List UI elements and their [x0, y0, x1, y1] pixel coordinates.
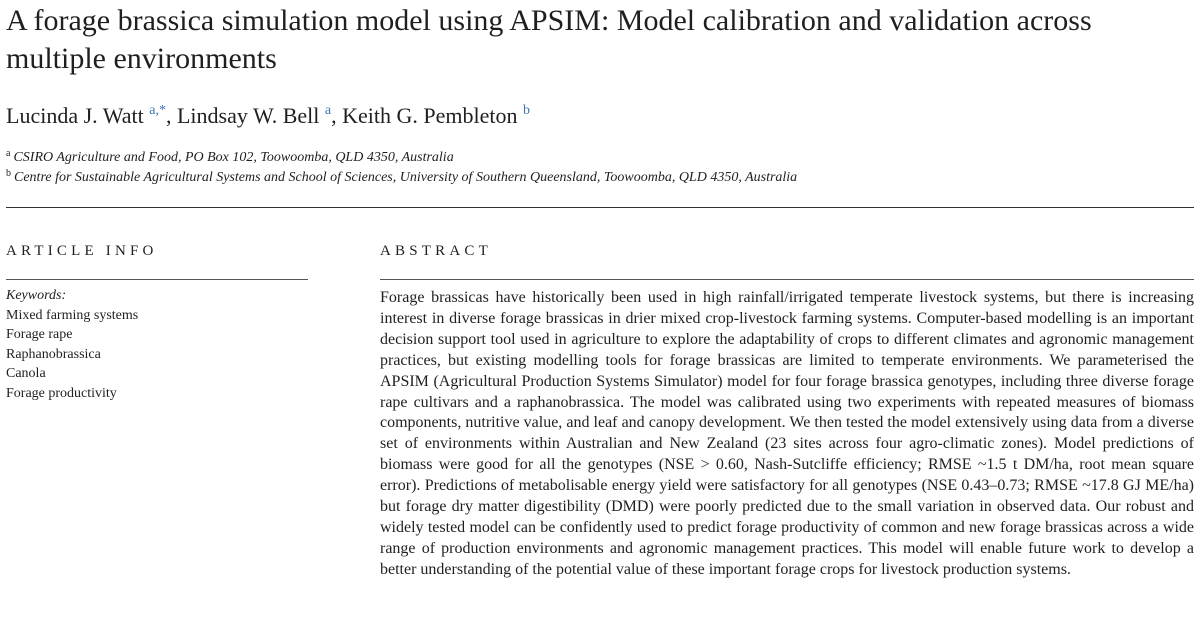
keyword-item: Forage rape [6, 327, 73, 343]
header-divider [6, 207, 1194, 208]
affiliation-mark[interactable]: a,* [149, 103, 166, 118]
keyword-item: Forage productivity [6, 385, 117, 401]
affiliation-b-text: Centre for Sustainable Agricultural Systems and School of Sciences, University of Southern Queensland, Toowoomba, QLD 4350, Australia [14, 170, 798, 185]
keyword-item: Raphanobrassica [6, 346, 101, 362]
affiliation-a [6, 149, 454, 167]
keyword-item: Mixed farming systems [6, 307, 139, 323]
article-info-divider [6, 279, 308, 280]
affiliation-b [6, 169, 797, 187]
keyword-item: Canola [6, 366, 46, 382]
author-name[interactable]: Lindsay W. Bell [176, 103, 320, 128]
author-name[interactable]: Keith G. Pembleton [342, 103, 518, 128]
affiliation-mark[interactable]: a [324, 103, 332, 118]
keywords-panel [6, 286, 306, 404]
affiliation-a-mark: a [6, 148, 11, 159]
keywords-label: Keywords: [6, 288, 67, 303]
article-info-heading: ARTICLE INFO [6, 243, 158, 259]
author-list: Lucinda J. Watt $^{a,*}$, Lindsay W. Bell $^a$, Keith G. Pembleton $^b$ [6, 103, 530, 128]
author-name[interactable]: Lucinda J. Watt [6, 103, 144, 128]
affiliation-mark[interactable]: b [522, 103, 530, 118]
paper-title: A forage brassica simulation model using APSIM: Model calibration and validation across multiple environments [6, 4, 1092, 75]
abstract-text: Forage brassicas have historically been used in high rainfall/irrigated temperate livestock systems, but there is increasing interest in diverse forage brassicas in drier mixed crop-livestock farming systems. Computer-based modelling is an important decision support tool used in agriculture to explore the adaptability of crops to different climates and agronomic management practices, but existing modelling tools for forage brassicas are limited to temperate environments. We parameterised the APSIM (Agricultural Production Systems Simulator) model for four forage brassica genotypes, including three diverse forage rape cultivars and a raphanobrassica. The model was calibrated using two experiments with repeated measures of biomass components, nutritive value, and leaf and canopy development. We then tested the model extensively using data from a diverse set of environments within Australian and New Zealand (23 sites across four agro-climatic zones). Model predictions of biomass were good for all the genotypes (NSE > 0.60, Nash-Sutcliffe efficiency; RMSE ~1.5 t DM/ha, root mean square error). Predictions of metabolisable energy yield were satisfactory for all genotypes (NSE 0.43–0.73; RMSE ~17.8 GJ ME/ha) but forage dry matter digestibility (DMD) were poorly predicted due to the small variation in observed data. Our robust and widely tested model can be confidently used to predict forage productivity of common and new forage brassicas across a wide range of production environments and agronomic management practices. This model will enable future work to develop a better understanding of the potential value of these important forage crops for livestock production systems. [380, 289, 1194, 578]
abstract-divider [380, 279, 1194, 280]
affiliation-a-text: CSIRO Agriculture and Food, PO Box 102, Toowoomba, QLD 4350, Australia [13, 150, 454, 165]
abstract-heading: ABSTRACT [380, 243, 492, 259]
affiliation-b-mark: b [6, 168, 11, 179]
